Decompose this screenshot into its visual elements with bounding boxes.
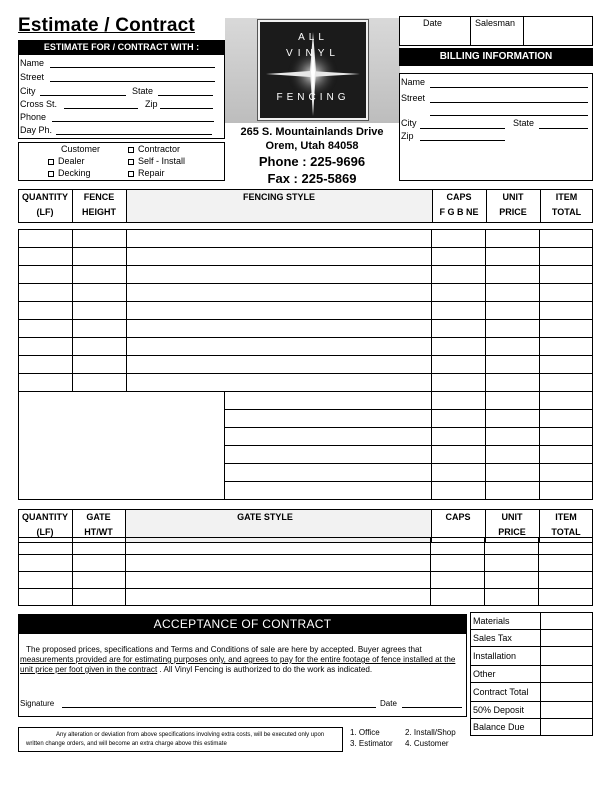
table-cell[interactable] [539,589,593,606]
table-row [19,589,593,606]
table-cell[interactable] [485,555,539,572]
table-cell[interactable] [72,555,125,572]
table-cell[interactable] [432,356,486,374]
estimate-for-heading: ESTIMATE FOR / CONTRACT WITH : [18,40,225,55]
totals-row [471,702,593,719]
table-cell[interactable] [432,266,486,284]
table-cell[interactable] [432,302,486,320]
table-cell[interactable] [19,374,73,392]
repair-checkbox[interactable] [128,171,134,177]
gate-htwt-label: HT/WT [84,527,113,537]
table-cell[interactable] [432,338,486,356]
gate-style-header: GATE STYLE [237,512,293,522]
estimate-city-label: City [20,86,36,96]
table-cell[interactable] [72,320,126,338]
table-cell[interactable] [126,302,431,320]
fence-caps-header [432,190,486,220]
gate-quantity-header [18,510,72,540]
copy-office: 1. Office [350,728,380,737]
totals-label-cell: Other [471,666,541,683]
contractor-option[interactable] [128,144,180,154]
billing-state-label: State [513,118,535,128]
billing-city-field[interactable] [420,128,505,129]
table-cell[interactable] [540,320,593,338]
table-cell[interactable] [432,320,486,338]
totals-value-cell[interactable] [540,630,592,647]
dealer-label: Dealer [58,156,85,166]
form-title: Estimate / Contract [18,15,195,36]
fence-price-label: PRICE [499,207,527,217]
totals-label-cell: Balance Due [471,719,541,736]
fence-style-header: FENCING STYLE [242,192,315,202]
fence-height-label: HEIGHT [81,207,116,217]
company-fax: Fax : 225-5869 [267,171,357,186]
table-cell[interactable] [125,538,430,555]
gate-unit-price-header [485,510,539,540]
estimate-name-label: Name [20,58,45,68]
table-cell[interactable] [485,572,539,589]
table-cell[interactable] [432,482,486,500]
gate-unit-label: UNIT [501,512,523,522]
copy-install-shop: 2. Install/Shop [405,728,456,737]
gate-total-label: TOTAL [551,527,581,537]
table-cell[interactable] [539,572,593,589]
table-cell[interactable] [72,248,126,266]
acceptance-text-underlined: measurements provided are for estimating purposes only, and agrees to pay for the entire footage of fence installed at the unit price per foot given in the contract [20,655,456,674]
estimate-phone-field[interactable] [52,121,214,122]
estimate-name-field[interactable] [50,67,215,68]
totals-value-cell[interactable] [540,613,592,630]
table-cell[interactable] [19,266,73,284]
gate-price-label: PRICE [498,527,526,537]
table-cell[interactable] [19,302,73,320]
dealer-option[interactable] [48,156,85,166]
signature-field[interactable] [62,707,376,708]
gate-table [18,537,593,606]
table-cell[interactable] [486,230,540,248]
table-cell[interactable] [540,284,593,302]
table-row [19,572,593,589]
table-row [19,302,593,320]
table-row [19,248,593,266]
fence-quantity-label: QUANTITY [22,192,68,202]
contractor-label: Contractor [138,144,181,154]
copy-customer: 4. Customer [405,739,449,748]
table-cell[interactable] [126,266,431,284]
table-row [19,392,593,410]
acceptance-date-field[interactable] [402,707,462,708]
fence-caps-sub-label: F G B NE [439,207,479,217]
totals-value-cell[interactable] [540,647,592,666]
table-cell[interactable] [432,284,486,302]
table-cell[interactable] [72,302,126,320]
table-cell[interactable] [19,320,73,338]
estimate-zip-label: Zip [145,99,158,109]
billing-zip-field[interactable] [420,140,505,141]
table-cell[interactable] [19,338,73,356]
billing-zip-label: Zip [401,131,414,141]
fence-extra-table [18,391,593,500]
gate-gate-label: GATE [86,512,111,522]
billing-heading: BILLING INFORMATION [399,48,593,66]
table-cell[interactable] [431,572,485,589]
table-cell[interactable] [72,589,125,606]
table-cell[interactable] [540,356,593,374]
logo-text-all: ALL [298,32,328,43]
totals-table [470,612,593,736]
table-cell[interactable] [224,446,432,464]
fence-total-label: TOTAL [551,207,582,217]
table-row [19,538,593,555]
table-cell[interactable] [432,410,486,428]
estimate-state-field[interactable] [158,95,213,96]
table-row [19,374,593,392]
fence-lf-label: (LF) [36,207,54,217]
table-cell[interactable] [486,266,540,284]
billing-street-label: Street [401,93,426,103]
fence-height-header [72,190,126,220]
table-cell[interactable] [486,410,540,428]
notice-text: Any alteration or deviation from above specifications involving extra costs, will be executed only upon written change orders, and will become an extra charge above this estimate [26,732,325,747]
billing-street-field-2[interactable] [430,115,588,116]
dealer-checkbox[interactable] [48,159,54,165]
estimate-dayph-label: Day Ph. [20,125,53,135]
table-cell[interactable] [19,572,73,589]
table-cell[interactable] [432,446,486,464]
table-row [19,320,593,338]
totals-row [471,647,593,666]
totals-value-cell[interactable] [540,666,592,683]
company-address-line2: Orem, Utah 84058 [265,140,359,152]
gate-quantity-label: QUANTITY [22,512,68,522]
contractor-checkbox[interactable] [128,147,134,153]
table-cell[interactable] [540,266,593,284]
self-install-option[interactable] [128,156,185,166]
table-cell[interactable] [125,572,430,589]
table-cell[interactable] [486,374,540,392]
estimate-zip-field[interactable] [160,108,213,109]
table-cell[interactable] [224,410,432,428]
totals-row [471,630,593,647]
self-install-checkbox[interactable] [128,159,134,165]
table-cell[interactable] [72,284,126,302]
table-cell[interactable] [486,464,540,482]
totals-row [471,719,593,736]
table-cell[interactable] [126,338,431,356]
fence-quantity-header [18,190,72,220]
table-cell[interactable] [72,266,126,284]
table-cell[interactable] [540,392,593,410]
table-cell[interactable] [485,538,539,555]
estimate-city-field[interactable] [40,95,126,96]
table-cell[interactable] [224,482,432,500]
estimate-dayph-field[interactable] [56,134,212,135]
estimate-street-field[interactable] [50,81,215,82]
table-cell[interactable] [486,248,540,266]
table-cell[interactable] [486,338,540,356]
table-cell[interactable] [540,446,593,464]
totals-row [471,683,593,702]
repair-label: Repair [138,168,165,178]
billing-name-label: Name [401,77,426,87]
table-cell[interactable] [126,284,431,302]
table-row [19,555,593,572]
estimate-phone-label: Phone [20,112,47,122]
customer-option: Customer [61,144,101,154]
table-cell[interactable] [431,589,485,606]
table-cell[interactable] [126,320,431,338]
table-cell[interactable] [486,356,540,374]
decking-option[interactable] [48,168,91,178]
table-cell[interactable] [486,302,540,320]
date-label: Date [423,18,443,28]
table-cell[interactable] [540,338,593,356]
table-cell[interactable] [540,464,593,482]
totals-label-cell: Materials [471,613,541,630]
company-address-line1: 265 S. Mountainlands Drive [240,126,384,138]
logo-text-vinyl: VINYL [286,48,340,59]
totals-row [471,666,593,683]
table-cell[interactable] [19,538,73,555]
acceptance-text [20,645,464,675]
salesman-field[interactable] [471,30,592,45]
logo-panel [258,20,368,120]
table-cell[interactable] [486,428,540,446]
table-row [19,338,593,356]
table-cell[interactable] [485,589,539,606]
table-cell[interactable] [486,320,540,338]
table-cell[interactable] [540,230,593,248]
table-cell[interactable] [431,555,485,572]
fence-table [18,229,593,392]
estimate-cross-field[interactable] [64,108,138,109]
table-cell[interactable] [126,374,431,392]
table-cell[interactable] [126,356,431,374]
table-cell[interactable] [432,374,486,392]
billing-city-label: City [401,118,417,128]
fence-unit-price-header [486,190,540,220]
drawing-area[interactable] [19,392,225,500]
table-cell[interactable] [72,338,126,356]
estimate-street-label: Street [20,72,45,82]
table-cell[interactable] [72,538,125,555]
table-cell[interactable] [432,428,486,446]
table-cell[interactable] [72,230,126,248]
table-cell[interactable] [19,356,73,374]
table-cell[interactable] [126,248,431,266]
table-cell[interactable] [540,374,593,392]
totals-row [471,613,593,630]
table-cell[interactable] [432,248,486,266]
table-cell[interactable] [540,410,593,428]
totals-value-cell[interactable] [540,683,592,702]
gate-caps-header: CAPS [445,512,471,522]
logo-text-fencing: FENCING [276,92,350,103]
acceptance-text-part2: . All Vinyl Fencing is authorized to do the work as indicated. [157,665,373,674]
table-cell[interactable] [19,230,73,248]
fence-fence-label: FENCE [83,192,115,202]
copy-estimator: 3. Estimator [350,739,393,748]
table-cell[interactable] [432,464,486,482]
fence-item-label: ITEM [555,192,578,202]
table-cell[interactable] [125,589,430,606]
totals-label-cell: Contract Total [471,683,541,702]
table-cell[interactable] [224,392,432,410]
table-cell[interactable] [72,572,125,589]
table-cell[interactable] [125,555,430,572]
table-cell[interactable] [432,392,486,410]
totals-value-cell[interactable] [540,719,592,736]
estimate-state-label: State [132,86,154,96]
acceptance-date-label: Date [380,699,397,708]
decking-label: Decking [58,168,91,178]
acceptance-heading: ACCEPTANCE OF CONTRACT [18,614,467,634]
totals-label-cell: 50% Deposit [471,702,541,719]
gate-htwt-header [72,510,125,540]
billing-state-field[interactable] [539,128,588,129]
table-cell[interactable] [486,446,540,464]
totals-label-cell: Sales Tax [471,630,541,647]
totals-label-cell: Installation [471,647,541,666]
gate-lf-label: (LF) [36,527,54,537]
gate-item-total-header [539,510,593,540]
table-row [19,284,593,302]
signature-label: Signature [20,699,55,708]
table-cell[interactable] [126,230,431,248]
table-cell[interactable] [19,248,73,266]
table-cell[interactable] [72,356,126,374]
estimate-cross-label: Cross St. [20,99,58,109]
date-field[interactable] [400,30,470,45]
table-cell[interactable] [19,555,73,572]
table-cell[interactable] [224,464,432,482]
gate-item-label: ITEM [555,512,577,522]
table-cell[interactable] [539,555,593,572]
billing-box [399,73,593,181]
table-cell[interactable] [539,538,593,555]
table-cell[interactable] [540,482,593,500]
table-cell[interactable] [486,482,540,500]
table-row [19,266,593,284]
table-cell[interactable] [486,392,540,410]
billing-name-field[interactable] [430,87,588,88]
table-cell[interactable] [72,374,126,392]
totals-value-cell[interactable] [540,702,592,719]
table-cell[interactable] [486,284,540,302]
table-cell[interactable] [432,230,486,248]
fence-item-total-header [540,190,593,220]
table-row [19,356,593,374]
table-cell[interactable] [540,428,593,446]
table-cell[interactable] [224,428,432,446]
company-phone: Phone : 225-9696 [258,154,366,169]
fence-unit-label: UNIT [502,192,524,202]
table-cell[interactable] [540,248,593,266]
company-logo [225,18,400,123]
table-row [19,230,593,248]
acceptance-text-part1: The proposed prices, specifications and Terms and Conditions of sale are here by accepted. Buyer agrees that [26,645,422,654]
table-cell[interactable] [431,538,485,555]
self-install-label: Self - Install [138,156,186,166]
table-cell[interactable] [19,589,73,606]
salesman-label: Salesman [475,18,516,28]
table-cell[interactable] [19,284,73,302]
repair-option[interactable] [128,168,165,178]
decking-checkbox[interactable] [48,171,54,177]
billing-street-field[interactable] [430,102,588,103]
fence-caps-label: CAPS [446,192,472,202]
table-cell[interactable] [540,302,593,320]
